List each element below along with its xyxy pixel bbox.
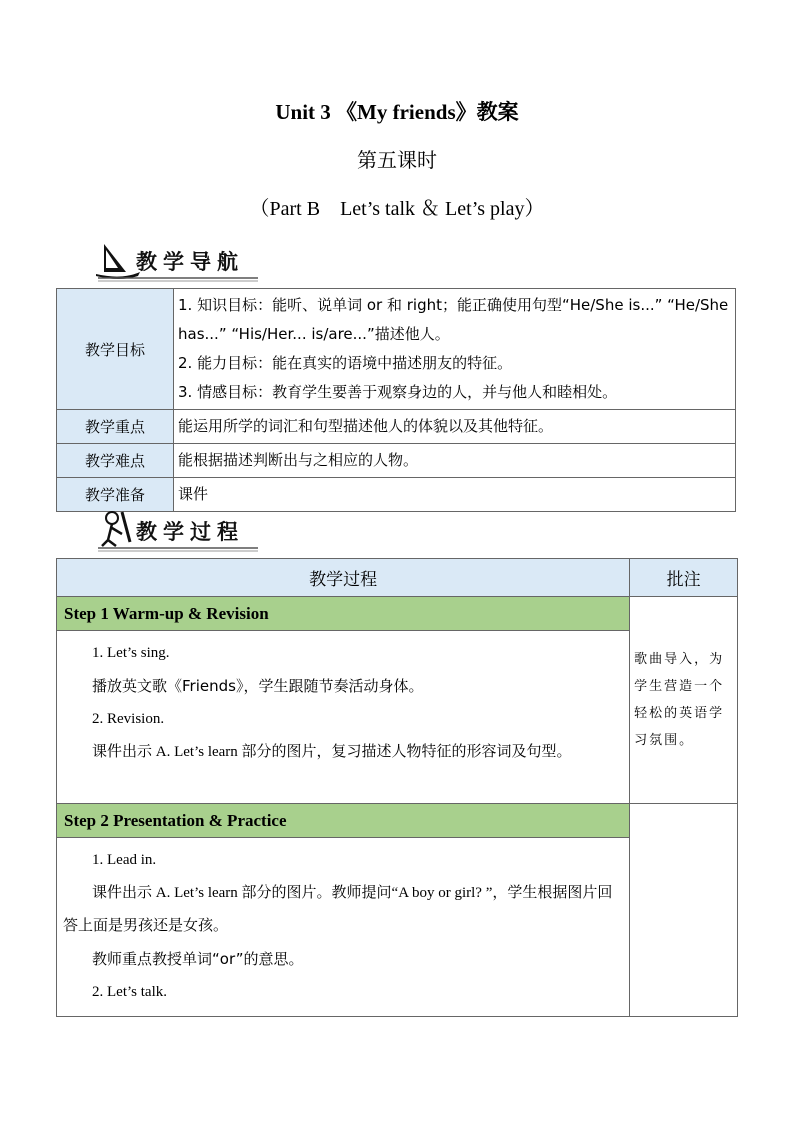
step-line: 1. Lead in. [92, 852, 157, 868]
goals-row-key-points [57, 410, 736, 444]
step-title: Step 2 Presentation & Practice [57, 804, 630, 838]
lesson-subtitle: 第五课时 [357, 148, 437, 172]
process-column-header: 教学过程 [57, 559, 630, 597]
process-section-label: 教学过程 [136, 520, 244, 544]
step-line: 2. Let’s talk. [92, 984, 167, 1000]
note-text: 歌曲导入，为学生营造一个轻松的英语学习氛围。 [634, 652, 725, 748]
step-2-note [630, 804, 738, 1017]
objective-line: 1. 知识目标：能听、说单词 or 和 right；能正确使用句型“He/She is...” “He/She has...” “His/Her... is/are...”描述他人。 [178, 296, 729, 343]
step-1-title-row [57, 597, 738, 631]
step-body [57, 838, 630, 1017]
goals-row-objectives [57, 289, 736, 410]
goals-table [56, 288, 736, 512]
step-line: 2. Revision. [92, 711, 165, 727]
step-2-title-row [57, 804, 738, 838]
document-title: Unit 3 《My friends》教案 [275, 100, 519, 124]
lesson-part: （Part B Let’s talk ＆ Let’s play） [249, 198, 545, 220]
step-line: 教师重点教授单词“or”的意思。 [92, 950, 304, 968]
nav-section-label: 教学导航 [136, 250, 244, 274]
step-line: 课件出示 A. Let’s learn 部分的图片，复习描述人物特征的形容词及句型。 [92, 744, 572, 760]
goals-row-label: 教学重点 [57, 410, 174, 444]
nav-section-header [92, 236, 262, 282]
goals-row-label: 教学难点 [57, 444, 174, 478]
goals-row-label: 教学准备 [57, 478, 174, 512]
step-line: 播放英文歌《Friends》，学生跟随节奏活动身体。 [92, 677, 424, 695]
objective-line: 3. 情感目标：教育学生要善于观察身边的人，并与他人和睦相处。 [178, 383, 618, 401]
goals-row-content: 能运用所学的词汇和句型描述他人的体貌以及其他特征。 [174, 410, 736, 444]
step-1-note [630, 597, 738, 804]
process-table [56, 558, 738, 1017]
step-body [57, 631, 630, 804]
step-title: Step 1 Warm-up & Revision [57, 597, 630, 631]
step-line: 课件出示 A. Let’s learn 部分的图片。教师提问“A boy or girl? ”，学生根据图片回答上面是男孩还是女孩。 [63, 885, 613, 934]
note-column-header: 批注 [630, 559, 738, 597]
step-line: 1. Let’s sing. [92, 645, 170, 661]
goals-row-label: 教学目标 [57, 289, 174, 410]
goals-row-difficulties [57, 444, 736, 478]
process-table-header [57, 559, 738, 597]
process-section-header [92, 506, 262, 552]
goals-row-content: 能根据描述判断出与之相应的人物。 [174, 444, 736, 478]
objective-line: 2. 能力目标：能在真实的语境中描述朋友的特征。 [178, 354, 513, 372]
goals-row-content: 课件 [174, 478, 736, 512]
goals-row-content [174, 289, 736, 410]
